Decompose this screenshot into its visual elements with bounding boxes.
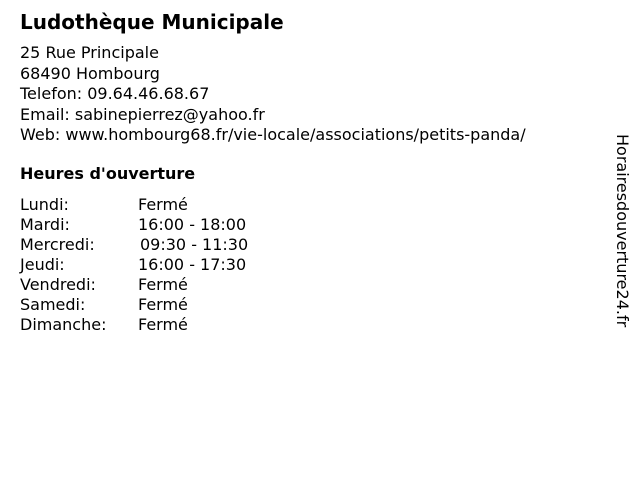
hours-heading: Heures d'ouverture xyxy=(20,163,196,183)
hours-row-tuesday xyxy=(20,215,248,235)
hours-row-friday xyxy=(20,275,248,295)
hours-row-wednesday xyxy=(20,235,248,255)
day-label: Dimanche: xyxy=(20,314,107,334)
day-hours: Fermé xyxy=(138,294,188,314)
hours-row-monday xyxy=(20,195,248,215)
web-line: Web: www.hombourg68.fr/vie-locale/associations/petits-panda/ xyxy=(20,125,526,144)
day-hours: Fermé xyxy=(138,274,188,294)
day-hours: 09:30 - 11:30 xyxy=(140,234,249,254)
hours-row-sunday xyxy=(20,315,248,335)
hours-row-thursday xyxy=(20,255,248,275)
venue-title: Ludothèque Municipale xyxy=(20,10,284,34)
email-line: Email: sabinepierrez@yahoo.fr xyxy=(20,104,265,124)
day-label: Jeudi: xyxy=(20,254,65,274)
venue-info xyxy=(20,10,600,335)
address-street: 25 Rue Principale xyxy=(20,43,159,62)
hours-row-saturday xyxy=(20,295,248,315)
day-label: Mercredi: xyxy=(20,234,95,254)
hours-table xyxy=(20,195,248,335)
day-label: Vendredi: xyxy=(20,274,96,294)
phone-line: Telefon: 09.64.46.68.67 xyxy=(20,84,210,103)
address-city: 68490 Hombourg xyxy=(20,63,160,83)
day-label: Samedi: xyxy=(20,294,86,314)
day-hours: 16:00 - 17:30 xyxy=(138,254,247,274)
day-hours: Fermé xyxy=(138,194,188,214)
day-label: Lundi: xyxy=(20,194,69,214)
day-hours: Fermé xyxy=(138,314,188,334)
day-label: Mardi: xyxy=(20,214,70,234)
day-hours: 16:00 - 18:00 xyxy=(138,214,247,234)
contact-block xyxy=(20,43,600,146)
watermark-text: Horairesdouverture24.fr xyxy=(613,134,632,328)
